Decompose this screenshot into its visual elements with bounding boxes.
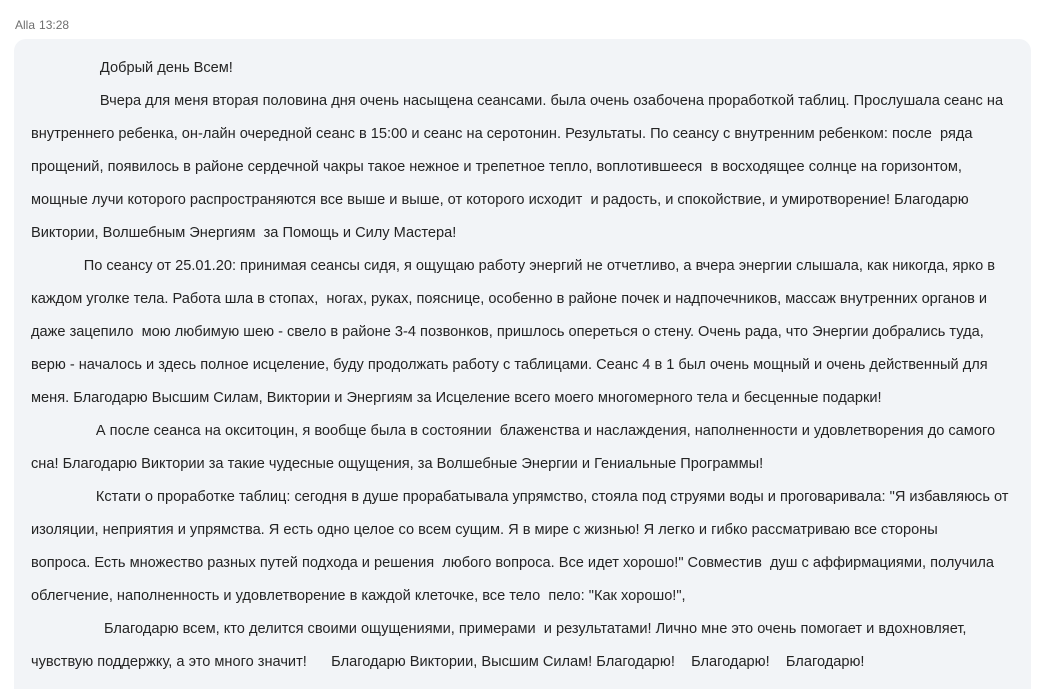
author-name: Alla [15, 18, 36, 32]
message-bubble [14, 39, 1031, 689]
message-line: внутреннего ребенка, он-лайн очередной сеанс в 15:00 и сеанс на серотонин. Результаты. По сеансу с внутренним ребенком: после ряда [31, 126, 973, 142]
message-line: Вчера для меня вторая половина дня очень насыщена сеансами. была очень озабочена проработкой таблиц. Прослушала сеанс на [31, 93, 1004, 109]
message-line: сна! Благодарю Виктории за такие чудесные ощущения, за Волшебные Энергии и Гениальные Программы! [31, 456, 764, 472]
message-line: А после сеанса на окситоцин, я вообще была в состоянии блаженства и наслаждения, наполненности и удовлетворения до самого [31, 423, 996, 439]
message-line: каждом уголке тела. Работа шла в стопах, ногах, руках, пояснице, особенно в районе почек и надпочечников, массаж внутренних органов и [31, 291, 988, 307]
message-line: изоляции, неприятия и упрямства. Я есть одно целое со всем сущим. Я в мире с жизнью! Я легко и гибко рассматриваю все стороны [31, 522, 938, 538]
message-line: вопроса. Есть множество разных путей подхода и решения любого вопроса. Все идет хорошо!" Совместив душ с аффирмациями, получила [31, 555, 995, 571]
message-line: Виктории, Волшебным Энергиям за Помощь и Силу Мастера! [31, 225, 457, 241]
message-line: даже зацепило мою любимую шею - свело в районе 3-4 позвонков, пришлось опереться о стену. Очень рада, что Энергии добрались туда, [31, 324, 984, 340]
message-line: мощные лучи которого распространяются все выше и выше, от которого исходит и радость, и спокойствие, и умиротворение! Благодарю [31, 192, 969, 208]
message-line: Благодарю всем, кто делится своими ощущениями, примерами и результатами! Лично мне это очень помогает и вдохновляет, [31, 621, 967, 637]
message-line: прощений, появилось в районе сердечной чакры такое нежное и трепетное тепло, воплотившееся в восходящее солнце на горизонтом, [31, 159, 962, 175]
message-line: верю - началось и здесь полное исцеление, буду продолжать работу с таблицами. Сеанс 4 в 1 был очень мощный и очень действенный для [31, 357, 988, 373]
message-line: облегчение, наполненность и удовлетворение в каждой клеточке, все тело пело: "Как хорошо!", [31, 588, 686, 604]
message-line: меня. Благодарю Высшим Силам, Виктории и Энергиям за Исцеление всего моего многомерного тела и бесценные подарки! [31, 390, 882, 406]
message-line: По сеансу от 25.01.20: принимая сеансы сидя, я ощущаю работу энергий не отчетливо, а вчера энергии слышала, как никогда, ярко в [31, 258, 996, 274]
message-line: Добрый день Всем! [31, 60, 233, 76]
message-body [31, 52, 1021, 679]
message-time: 13:28 [39, 18, 70, 32]
message-line: чувствую поддержку, а это много значит! Благодарю Виктории, Высшим Силам! Благодарю! Благодарю! Благодарю! [31, 654, 865, 670]
message-line: Кстати о проработке таблиц: сегодня в душе прорабатывала упрямство, стояла под струями воды и проговаривала: "Я избавляюсь от [31, 489, 1009, 505]
message-header [15, 17, 69, 33]
